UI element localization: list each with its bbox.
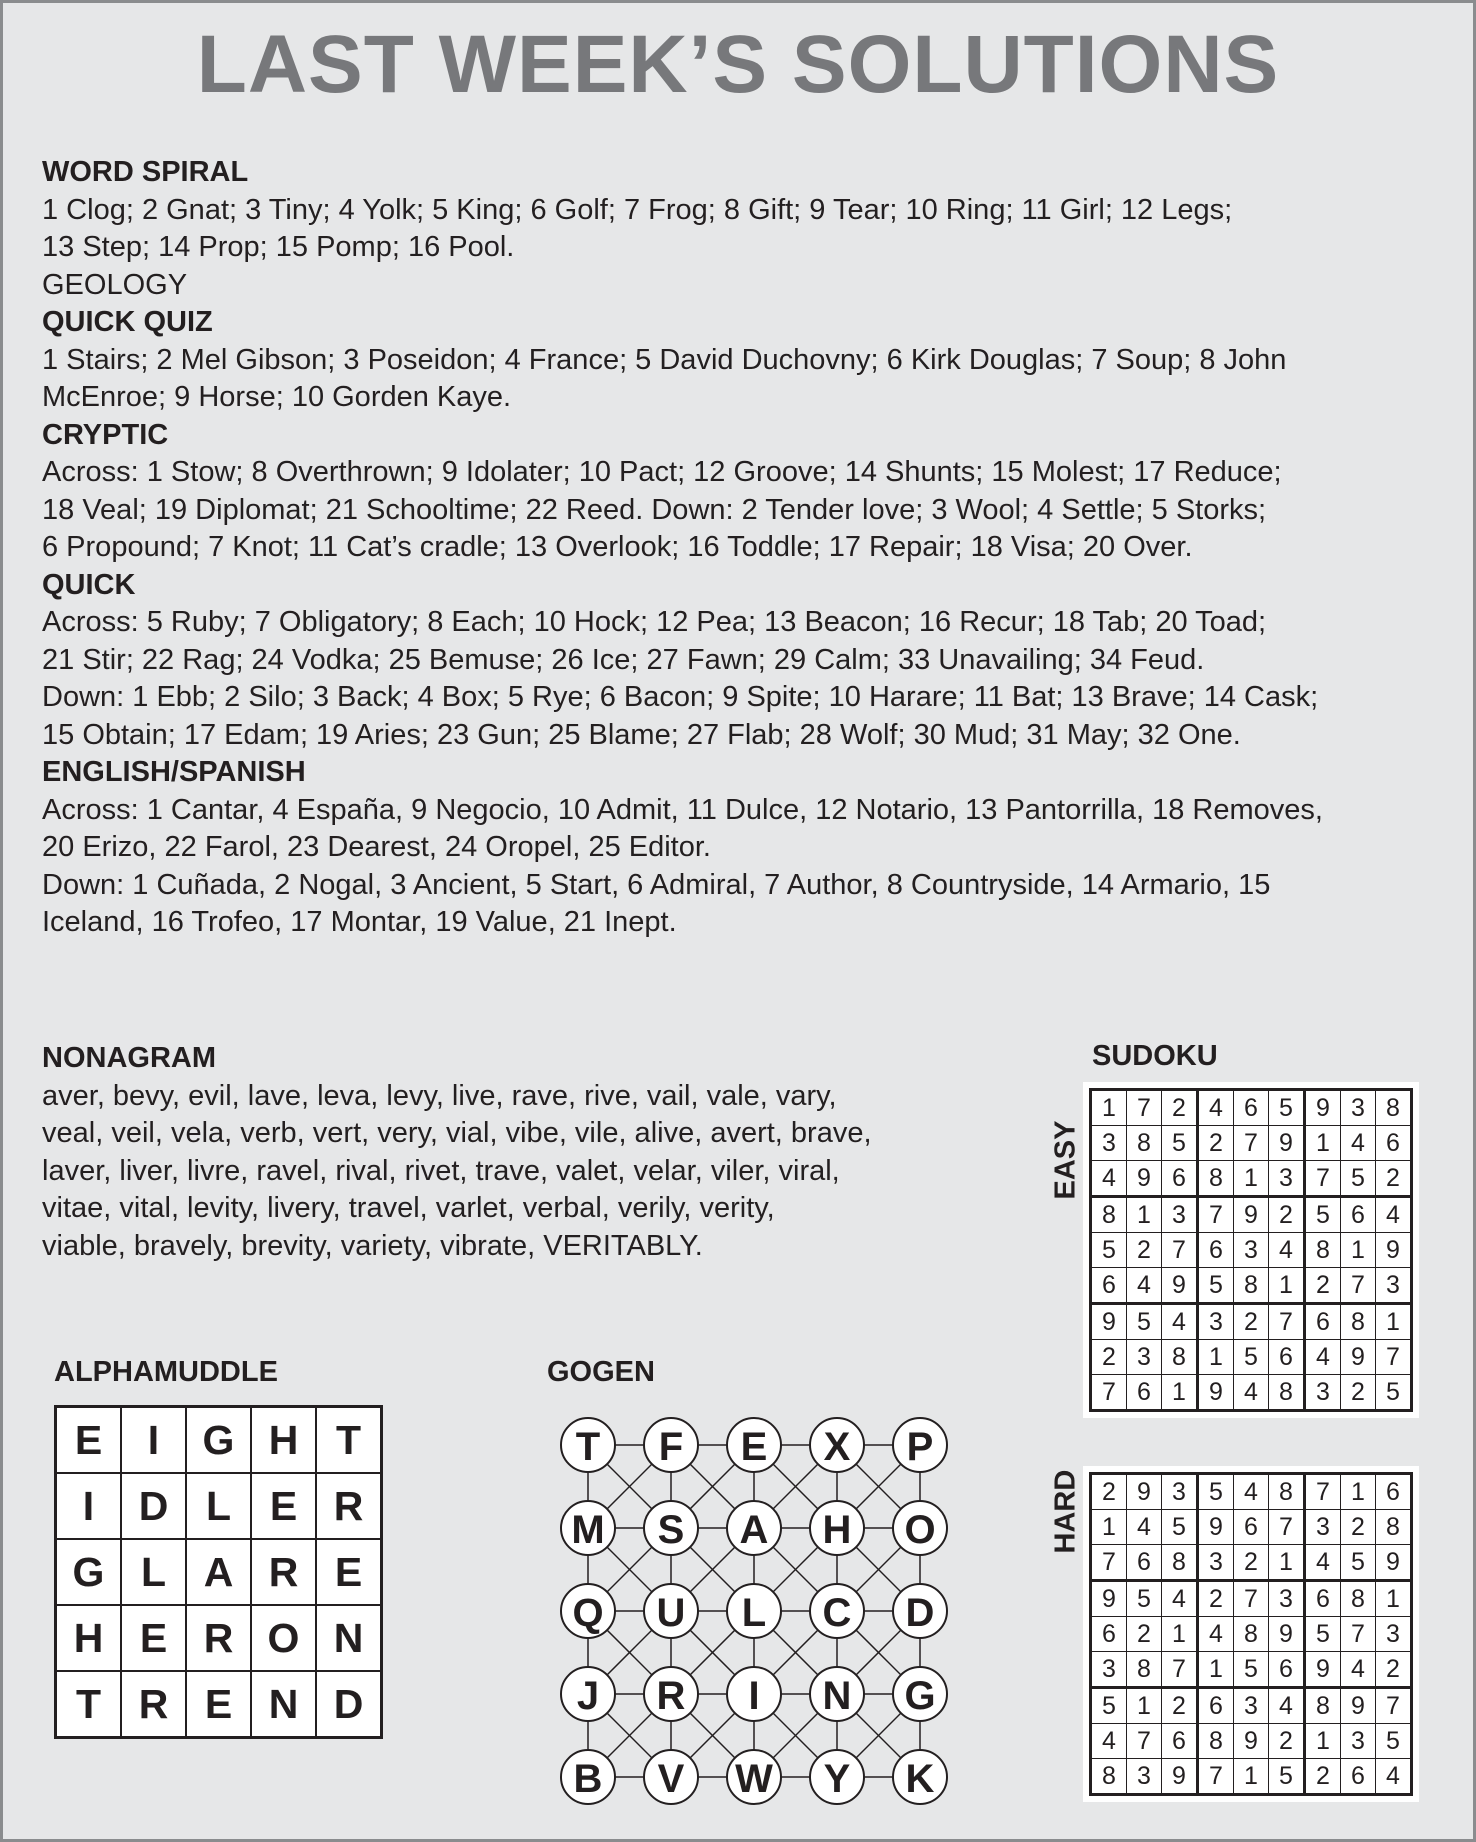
sudoku-easy [1083,1082,1419,1418]
sudoku-cell: 7 [1162,1233,1198,1268]
alphamuddle-cell: R [251,1539,316,1605]
gogen-letter: Q [572,1591,604,1635]
sudoku-cell: 5 [1341,1545,1376,1581]
gogen-letter: U [656,1591,686,1635]
sudoku-cell: 6 [1305,1304,1341,1340]
sudoku-cell: 1 [1234,1161,1269,1197]
sudoku-cell: 8 [1305,1233,1341,1268]
sudoku-cell: 4 [1269,1688,1305,1724]
sudoku-cell: 9 [1127,1161,1162,1197]
sudoku-cell: 5 [1162,1126,1198,1161]
sudoku-cell: 2 [1091,1340,1127,1375]
gogen-letter: H [822,1508,852,1552]
sudoku-cell: 1 [1198,1340,1234,1375]
gogen-letter: W [735,1757,773,1801]
sudoku-cell: 8 [1127,1652,1162,1688]
sudoku-cell: 4 [1091,1724,1127,1759]
sudoku-cell: 4 [1198,1617,1234,1652]
sudoku-cell: 6 [1305,1581,1341,1617]
sudoku-cell: 4 [1269,1233,1305,1268]
sudoku-cell: 1 [1305,1724,1341,1759]
alphamuddle-cell: I [56,1473,122,1539]
sudoku-cell: 9 [1234,1197,1269,1233]
section-line: Across: 5 Ruby; 7 Obligatory; 8 Each; 10 Hock; 12 Pea; 13 Beacon; 16 Recur; 18 Tab; 20 Toad; [42,606,1267,638]
sudoku-cell: 5 [1269,1759,1305,1795]
sudoku-heading: SUDOKU [1092,1040,1218,1072]
page-title: LAST WEEK’S SOLUTIONS [196,19,1280,110]
sudoku-cell: 2 [1269,1197,1305,1233]
sudoku-cell: 9 [1376,1545,1412,1581]
sudoku-cell: 2 [1198,1581,1234,1617]
sudoku-cell: 9 [1198,1510,1234,1545]
sudoku-cell: 2 [1341,1510,1376,1545]
section-line: Iceland, 16 Trofeo, 17 Montar, 19 Value, 21 Inept. [42,906,677,938]
sudoku-cell: 4 [1341,1652,1376,1688]
alphamuddle-cell: I [121,1407,186,1474]
alphamuddle-cell: D [121,1473,186,1539]
sudoku-cell: 7 [1269,1510,1305,1545]
alphamuddle-cell: T [316,1407,382,1474]
sudoku-cell: 7 [1305,1161,1341,1197]
sudoku-cell: 3 [1341,1090,1376,1126]
nonagram-line: aver, bevy, evil, lave, leva, levy, live, rave, rive, vail, vale, vary, [42,1079,837,1112]
sudoku-cell: 5 [1162,1510,1198,1545]
section-line: 15 Obtain; 17 Edam; 19 Aries; 23 Gun; 25 Blame; 27 Flab; 28 Wolf; 30 Mud; 31 May; 32 One. [42,718,1241,751]
sudoku-cell: 4 [1162,1581,1198,1617]
section-line: McEnroe; 9 Horse; 10 Gorden Kaye. [42,381,512,413]
sudoku-cell: 9 [1091,1304,1127,1340]
nonagram-line: laver, liver, livre, ravel, rival, rivet, trave, valet, velar, viler, viral, [42,1154,840,1187]
solutions-text [42,154,1442,942]
sudoku-cell: 3 [1341,1724,1376,1759]
sudoku-cell: 4 [1341,1126,1376,1161]
sudoku-cell: 3 [1305,1375,1341,1411]
sudoku-cell: 2 [1091,1474,1127,1510]
sudoku-cell: 4 [1305,1545,1341,1581]
section-heading: ENGLISH/SPANISH [42,756,306,788]
sudoku-cell: 7 [1162,1652,1198,1688]
sudoku-cell: 2 [1162,1090,1198,1126]
sudoku-cell: 4 [1234,1474,1269,1510]
gogen-letter: L [741,1591,767,1635]
gogen-letter: Y [823,1757,851,1801]
alphamuddle-grid [54,1405,383,1739]
nonagram-line: veal, veil, vela, verb, vert, very, vial, vibe, vile, alive, avert, brave, [42,1117,872,1149]
sudoku-cell: 3 [1234,1233,1269,1268]
sudoku-cell: 8 [1091,1759,1127,1795]
sudoku-cell: 6 [1376,1474,1412,1510]
section-line: 6 Propound; 7 Knot; 11 Cat’s cradle; 13 Overlook; 16 Toddle; 17 Repair; 18 Visa; 20 Over. [42,531,1193,563]
alphamuddle-cell: G [186,1407,251,1474]
alphamuddle-cell: T [56,1671,122,1738]
gogen-letter: T [575,1425,601,1469]
sudoku-cell: 1 [1127,1688,1162,1724]
alphamuddle-cell: N [251,1671,316,1738]
alphamuddle-cell: N [316,1605,382,1671]
sudoku-cell: 6 [1162,1724,1198,1759]
gogen-letter: K [905,1757,935,1801]
sudoku-cell: 3 [1091,1652,1127,1688]
sudoku-cell: 7 [1234,1581,1269,1617]
sudoku-cell: 2 [1198,1126,1234,1161]
sudoku-cell: 8 [1341,1304,1376,1340]
nonagram-line: vitae, vital, levity, livery, travel, varlet, verbal, verily, verity, [42,1192,775,1224]
sudoku-cell: 5 [1198,1268,1234,1304]
sudoku-cell: 3 [1376,1268,1412,1304]
sudoku-cell: 6 [1091,1617,1127,1652]
sudoku-cell: 1 [1305,1126,1341,1161]
sudoku-cell: 7 [1198,1759,1234,1795]
sudoku-cell: 9 [1305,1090,1341,1126]
sudoku-cell: 8 [1162,1545,1198,1581]
section-heading: QUICK QUIZ [42,306,213,338]
sudoku-cell: 8 [1376,1510,1412,1545]
sudoku-cell: 2 [1305,1759,1341,1795]
sudoku-cell: 7 [1198,1197,1234,1233]
sudoku-cell: 5 [1305,1197,1341,1233]
sudoku-cell: 7 [1127,1090,1162,1126]
sudoku-cell: 1 [1341,1474,1376,1510]
sudoku-cell: 4 [1376,1197,1412,1233]
sudoku-cell: 3 [1269,1161,1305,1197]
sudoku-cell: 7 [1341,1617,1376,1652]
sudoku-cell: 6 [1234,1090,1269,1126]
sudoku-cell: 8 [1269,1375,1305,1411]
sudoku-cell: 5 [1198,1474,1234,1510]
sudoku-cell: 5 [1376,1724,1412,1759]
gogen-letter: C [822,1591,852,1635]
alphamuddle-cell: G [56,1539,122,1605]
sudoku-cell: 8 [1127,1126,1162,1161]
sudoku-cell: 9 [1198,1375,1234,1411]
alphamuddle-cell: H [56,1605,122,1671]
sudoku-cell: 3 [1198,1304,1234,1340]
sudoku-cell: 2 [1305,1268,1341,1304]
sudoku-hard [1083,1466,1419,1802]
gogen-letter: P [906,1425,934,1469]
alphamuddle-cell: D [316,1671,382,1738]
sudoku-cell: 5 [1341,1161,1376,1197]
section-heading: QUICK [42,568,136,601]
sudoku-cell: 5 [1234,1652,1269,1688]
gogen-letter: R [656,1674,686,1718]
sudoku-cell: 8 [1234,1617,1269,1652]
gogen-letter: V [657,1757,685,1801]
alphamuddle-cell: E [121,1605,186,1671]
sudoku-cell: 1 [1198,1652,1234,1688]
sudoku-cell: 8 [1341,1581,1376,1617]
gogen-letter: M [571,1508,605,1552]
sudoku-cell: 5 [1234,1340,1269,1375]
sudoku-cell: 3 [1198,1545,1234,1581]
sudoku-cell: 7 [1376,1688,1412,1724]
sudoku-cell: 9 [1341,1688,1376,1724]
gogen-letter: I [748,1674,760,1718]
sudoku-cell: 4 [1162,1304,1198,1340]
gogen-heading: GOGEN [547,1356,655,1388]
gogen-letter: B [573,1757,603,1801]
section-line: Across: 1 Cantar, 4 España, 9 Negocio, 10 Admit, 11 Dulce, 12 Notario, 13 Pantorrilla, 18 Removes, [42,793,1323,826]
sudoku-cell: 1 [1269,1545,1305,1581]
alphamuddle-cell: R [121,1671,186,1738]
sudoku-cell: 7 [1091,1375,1127,1411]
sudoku-cell: 3 [1305,1510,1341,1545]
sudoku-cell: 4 [1198,1090,1234,1126]
gogen-letter: J [576,1674,600,1718]
sudoku-cell: 8 [1376,1090,1412,1126]
sudoku-cell: 9 [1127,1474,1162,1510]
sudoku-cell: 3 [1376,1617,1412,1652]
alphamuddle-cell: E [186,1671,251,1738]
sudoku-cell: 2 [1269,1724,1305,1759]
sudoku-cell: 2 [1341,1375,1376,1411]
alphamuddle-cell: E [251,1473,316,1539]
nonagram-answers [42,1078,1002,1266]
sudoku-hard-label: HARD [1049,1469,1082,1554]
sudoku-cell: 7 [1305,1474,1341,1510]
alphamuddle-cell: E [316,1539,382,1605]
sudoku-cell: 4 [1234,1375,1269,1411]
sudoku-cell: 4 [1305,1340,1341,1375]
sudoku-cell: 3 [1127,1340,1162,1375]
alphamuddle-cell: L [186,1473,251,1539]
sudoku-cell: 6 [1269,1652,1305,1688]
gogen-letter: G [904,1674,936,1718]
gogen-letter: E [740,1425,768,1469]
sudoku-cell: 4 [1127,1268,1162,1304]
sudoku-cell: 6 [1127,1375,1162,1411]
sudoku-cell: 5 [1305,1617,1341,1652]
sudoku-cell: 6 [1269,1340,1305,1375]
section-heading: CRYPTIC [42,418,169,451]
sudoku-cell: 1 [1091,1090,1127,1126]
sudoku-cell: 1 [1341,1233,1376,1268]
sudoku-cell: 2 [1162,1688,1198,1724]
alphamuddle-cell: H [251,1407,316,1474]
section-line: 18 Veal; 19 Diplomat; 21 Schooltime; 22 Reed. Down: 2 Tender love; 3 Wool; 4 Settle; 5 Storks; [42,493,1267,526]
sudoku-cell: 2 [1234,1304,1269,1340]
gogen-grid [548,1405,958,1815]
sudoku-cell: 9 [1376,1233,1412,1268]
sudoku-cell: 2 [1127,1233,1162,1268]
alphamuddle-cell: E [56,1407,122,1474]
sudoku-cell: 8 [1269,1474,1305,1510]
sudoku-cell: 9 [1269,1617,1305,1652]
sudoku-cell: 1 [1162,1617,1198,1652]
sudoku-cell: 9 [1269,1126,1305,1161]
gogen-letter: O [904,1508,936,1552]
sudoku-cell: 1 [1269,1268,1305,1304]
sudoku-cell: 3 [1269,1581,1305,1617]
section-line: 20 Erizo, 22 Farol, 23 Dearest, 24 Oropel, 25 Editor. [42,831,711,863]
alphamuddle-cell: L [121,1539,186,1605]
sudoku-cell: 6 [1091,1268,1127,1304]
sudoku-cell: 7 [1091,1545,1127,1581]
alphamuddle-heading: ALPHAMUDDLE [54,1356,278,1388]
section-line: 21 Stir; 22 Rag; 24 Vodka; 25 Bemuse; 26 Ice; 27 Fawn; 29 Calm; 33 Unavailing; 34 Feud. [42,643,1205,676]
nonagram-line: viable, bravely, brevity, variety, vibrate, VERITABLY. [42,1229,703,1262]
alphamuddle-cell: R [186,1605,251,1671]
section-line: GEOLOGY [42,268,188,301]
gogen-letter: N [822,1674,852,1718]
sudoku-cell: 1 [1376,1304,1412,1340]
sudoku-cell: 5 [1091,1233,1127,1268]
sudoku-cell: 9 [1162,1759,1198,1795]
section-line: Down: 1 Cuñada, 2 Nogal, 3 Ancient, 5 Start, 6 Admiral, 7 Author, 8 Countryside, 14 Armario, 15 [42,868,1271,901]
sudoku-cell: 3 [1091,1126,1127,1161]
sudoku-cell: 9 [1341,1340,1376,1375]
sudoku-cell: 5 [1127,1304,1162,1340]
gogen-letter: D [905,1591,935,1635]
sudoku-cell: 8 [1162,1340,1198,1375]
sudoku-cell: 8 [1091,1197,1127,1233]
gogen-letter: X [823,1425,851,1469]
sudoku-cell: 6 [1198,1688,1234,1724]
sudoku-cell: 7 [1376,1340,1412,1375]
gogen-letter: F [658,1425,684,1469]
sudoku-cell: 2 [1376,1161,1412,1197]
nonagram-heading: NONAGRAM [42,1042,216,1074]
sudoku-cell: 9 [1091,1581,1127,1617]
section-line: 1 Clog; 2 Gnat; 3 Tiny; 4 Yolk; 5 King; 6 Golf; 7 Frog; 8 Gift; 9 Tear; 10 Ring; 11 Girl; 12 Legs; [42,193,1233,226]
sudoku-cell: 1 [1091,1510,1127,1545]
sudoku-cell: 6 [1234,1510,1269,1545]
sudoku-cell: 9 [1234,1724,1269,1759]
sudoku-cell: 2 [1127,1617,1162,1652]
sudoku-cell: 5 [1269,1090,1305,1126]
sudoku-cell: 8 [1198,1161,1234,1197]
sudoku-cell: 9 [1162,1268,1198,1304]
sudoku-easy-label: EASY [1049,1120,1082,1200]
sudoku-cell: 3 [1234,1688,1269,1724]
sudoku-cell: 9 [1305,1652,1341,1688]
sudoku-cell: 4 [1376,1759,1412,1795]
sudoku-cell: 1 [1127,1197,1162,1233]
nonagram-section [42,1040,1002,1265]
gogen-letter: S [657,1508,685,1552]
section-heading: WORD SPIRAL [42,156,249,188]
section-line: Down: 1 Ebb; 2 Silo; 3 Back; 4 Box; 5 Rye; 6 Bacon; 9 Spite; 10 Harare; 11 Bat; 13 Brave; 14 Cask; [42,681,1319,713]
sudoku-cell: 7 [1341,1268,1376,1304]
section-line: Across: 1 Stow; 8 Overthrown; 9 Idolater; 10 Pact; 12 Groove; 14 Shunts; 15 Molest; 17 Reduce; [42,456,1282,488]
sudoku-cell: 4 [1127,1510,1162,1545]
alphamuddle-cell: R [316,1473,382,1539]
sudoku-cell: 6 [1376,1126,1412,1161]
sudoku-cell: 8 [1305,1688,1341,1724]
sudoku-cell: 6 [1341,1197,1376,1233]
sudoku-cell: 6 [1162,1161,1198,1197]
sudoku-cell: 2 [1234,1545,1269,1581]
sudoku-cell: 6 [1341,1759,1376,1795]
sudoku-cell: 5 [1376,1375,1412,1411]
gogen-letter: A [739,1508,769,1552]
sudoku-cell: 7 [1127,1724,1162,1759]
sudoku-cell: 3 [1162,1474,1198,1510]
sudoku-cell: 1 [1376,1581,1412,1617]
sudoku-cell: 8 [1198,1724,1234,1759]
alphamuddle-cell: A [186,1539,251,1605]
section-line: 1 Stairs; 2 Mel Gibson; 3 Poseidon; 4 France; 5 David Duchovny; 6 Kirk Douglas; 7 Soup; 8 John [42,343,1287,376]
sudoku-cell: 1 [1234,1759,1269,1795]
alphamuddle-cell: O [251,1605,316,1671]
section-line: 13 Step; 14 Prop; 15 Pomp; 16 Pool. [42,231,515,263]
sudoku-cell: 6 [1127,1545,1162,1581]
sudoku-cell: 3 [1127,1759,1162,1795]
sudoku-cell: 2 [1376,1652,1412,1688]
sudoku-cell: 8 [1234,1268,1269,1304]
sudoku-cell: 7 [1234,1126,1269,1161]
sudoku-cell: 7 [1269,1304,1305,1340]
sudoku-cell: 4 [1091,1161,1127,1197]
sudoku-cell: 3 [1162,1197,1198,1233]
sudoku-cell: 6 [1198,1233,1234,1268]
sudoku-cell: 1 [1162,1375,1198,1411]
sudoku-cell: 5 [1127,1581,1162,1617]
sudoku-cell: 5 [1091,1688,1127,1724]
